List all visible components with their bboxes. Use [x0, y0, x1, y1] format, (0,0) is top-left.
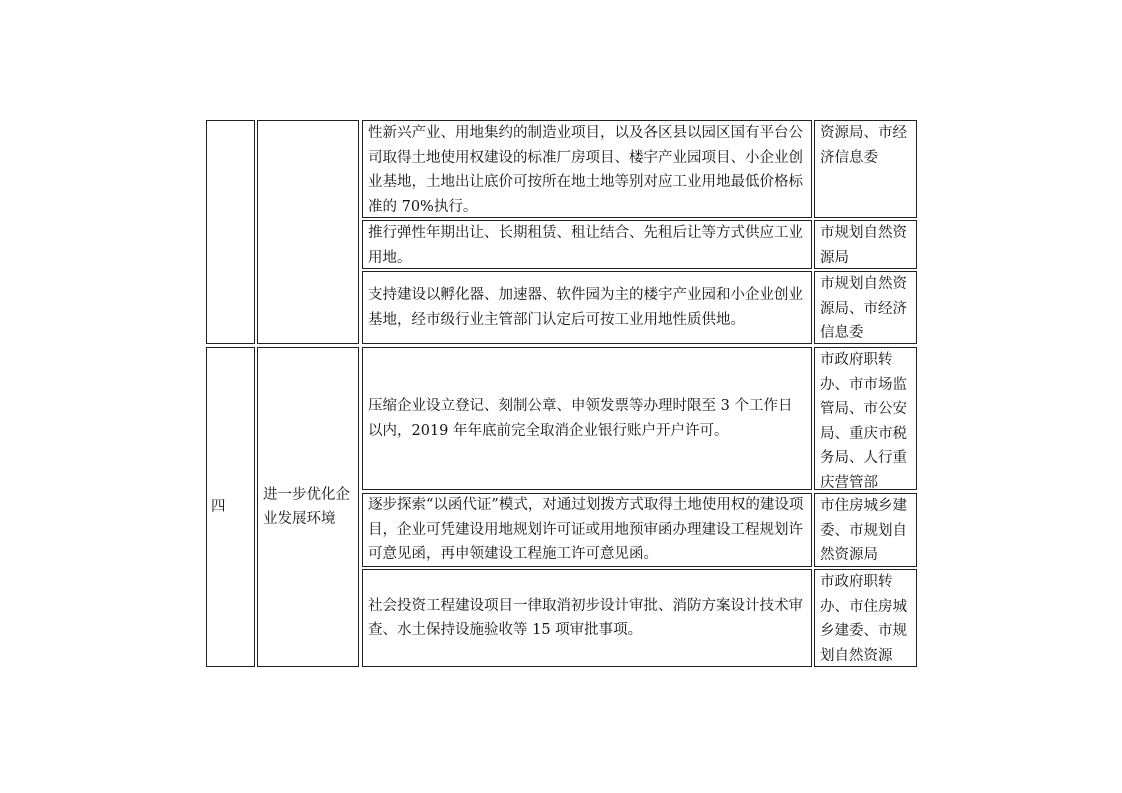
section-4-category-cell [257, 347, 359, 667]
department-cell: 资源局、市经济信息委 [814, 120, 917, 218]
section-4-number-cell [206, 347, 255, 667]
department-cell: 市规划自然资源局、市经济信息委 [814, 271, 917, 344]
measure-cell [362, 569, 812, 667]
measure-cell [362, 493, 812, 567]
measure-cell: 性新兴产业、用地集约的制造业项目，以及各区县以园区国有平台公司取得土地使用权建设的标准厂房项目、楼宇产业园项目、小企业创业基地，土地出让底价可按所在地土地等别对应工业用地最低价格标准的 70%执行。 [362, 120, 812, 218]
category-text: 进一步优化企业发展环境 [263, 486, 350, 527]
measure-cell [362, 347, 812, 490]
department-cell: 市政府职转办、市市场监管局、市公安局、重庆市税务局、人行重庆营管部 [814, 347, 917, 490]
department-cell: 市住房城乡建委、市规划自然资源局 [814, 493, 917, 567]
department-cell: 市规划自然资源局 [814, 220, 917, 269]
department-cell: 市政府职转办、市住房城乡建委、市规划自然资源 [814, 569, 917, 667]
section-3-number-cell [206, 120, 255, 344]
measure-cell [362, 271, 812, 344]
measure-text: 逐步探索“以函代证”模式，对通过划拨方式取得土地使用权的建设项目，企业可凭建设用地规划许可证或用地预审函办理建设工程规划许可意见函，再申领建设工程施工许可意见函。 [368, 497, 804, 563]
measure-text: 压缩企业设立登记、刻制公章、申领发票等办理时限至 3 个工作日以内，2019 年年底前完全取消企业银行账户开户许可。 [368, 398, 793, 439]
section-3-category-cell [257, 120, 359, 344]
measure-text: 支持建设以孵化器、加速器、软件园为主的楼宇产业园和小企业创业基地，经市级行业主管部门认定后可按工业用地性质供地。 [368, 287, 803, 328]
measure-text: 社会投资工程建设项目一律取消初步设计审批、消防方案设计技术审查、水土保持设施验收等 15 项审批事项。 [368, 597, 803, 638]
section-number: 四 [211, 498, 226, 515]
measure-cell: 推行弹性年期出让、长期租赁、租让结合、先租后让等方式供应工业用地。 [362, 220, 812, 269]
